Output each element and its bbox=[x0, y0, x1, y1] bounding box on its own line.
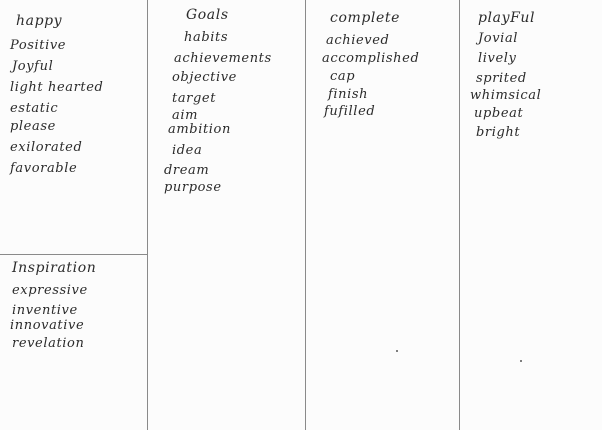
word-revelation: revelation bbox=[12, 336, 85, 351]
word-jovial: Jovial bbox=[478, 31, 519, 46]
word-ambition: ambition bbox=[168, 122, 231, 137]
word-target: target bbox=[172, 91, 217, 106]
word-playful: playFul bbox=[478, 10, 536, 26]
word-purpose: purpose bbox=[164, 180, 222, 195]
word-cap: cap bbox=[330, 69, 356, 84]
word-inspiration: Inspiration bbox=[12, 260, 97, 276]
word-bright: bright bbox=[476, 125, 521, 140]
word-habits: habits bbox=[184, 30, 229, 45]
pencil-mark-dot-1 bbox=[396, 350, 398, 352]
word-exilorated: exilorated bbox=[10, 140, 83, 155]
word-complete: complete bbox=[330, 10, 400, 26]
word-upbeat: upbeat bbox=[474, 106, 524, 121]
word-innovative: innovative bbox=[10, 318, 85, 333]
pencil-mark-dot-2 bbox=[520, 360, 522, 362]
word-whimsical: whimsical bbox=[470, 88, 542, 103]
word-inventive: inventive bbox=[12, 303, 78, 318]
column-playful bbox=[460, 0, 602, 430]
word-objective: objective bbox=[172, 70, 237, 85]
word-positive: Positive bbox=[10, 38, 67, 53]
box-inspiration bbox=[0, 255, 147, 430]
word-achieved: achieved bbox=[326, 33, 390, 48]
word-please: please bbox=[10, 119, 56, 134]
word-sprited: sprited bbox=[476, 71, 527, 86]
word-idea: idea bbox=[172, 143, 203, 158]
word-light-hearted: light hearted bbox=[10, 80, 104, 95]
word-accomplished: accomplished bbox=[322, 51, 420, 66]
column-complete bbox=[306, 0, 459, 430]
word-goals: Goals bbox=[186, 7, 229, 23]
word-happy: happy bbox=[16, 13, 63, 29]
word-estatic: estatic bbox=[10, 101, 59, 116]
word-expressive: expressive bbox=[12, 283, 88, 298]
word-favorable: favorable bbox=[10, 161, 78, 176]
word-finish: finish bbox=[328, 87, 369, 102]
word-aim: aim bbox=[172, 108, 199, 123]
word-dream: dream bbox=[164, 163, 210, 178]
word-joyful: Joyful bbox=[12, 59, 54, 74]
word-achievements: achievements bbox=[174, 51, 272, 66]
word-fufilled: fufilled bbox=[324, 104, 376, 119]
word-lively: lively bbox=[478, 51, 517, 66]
column-goals bbox=[148, 0, 305, 430]
